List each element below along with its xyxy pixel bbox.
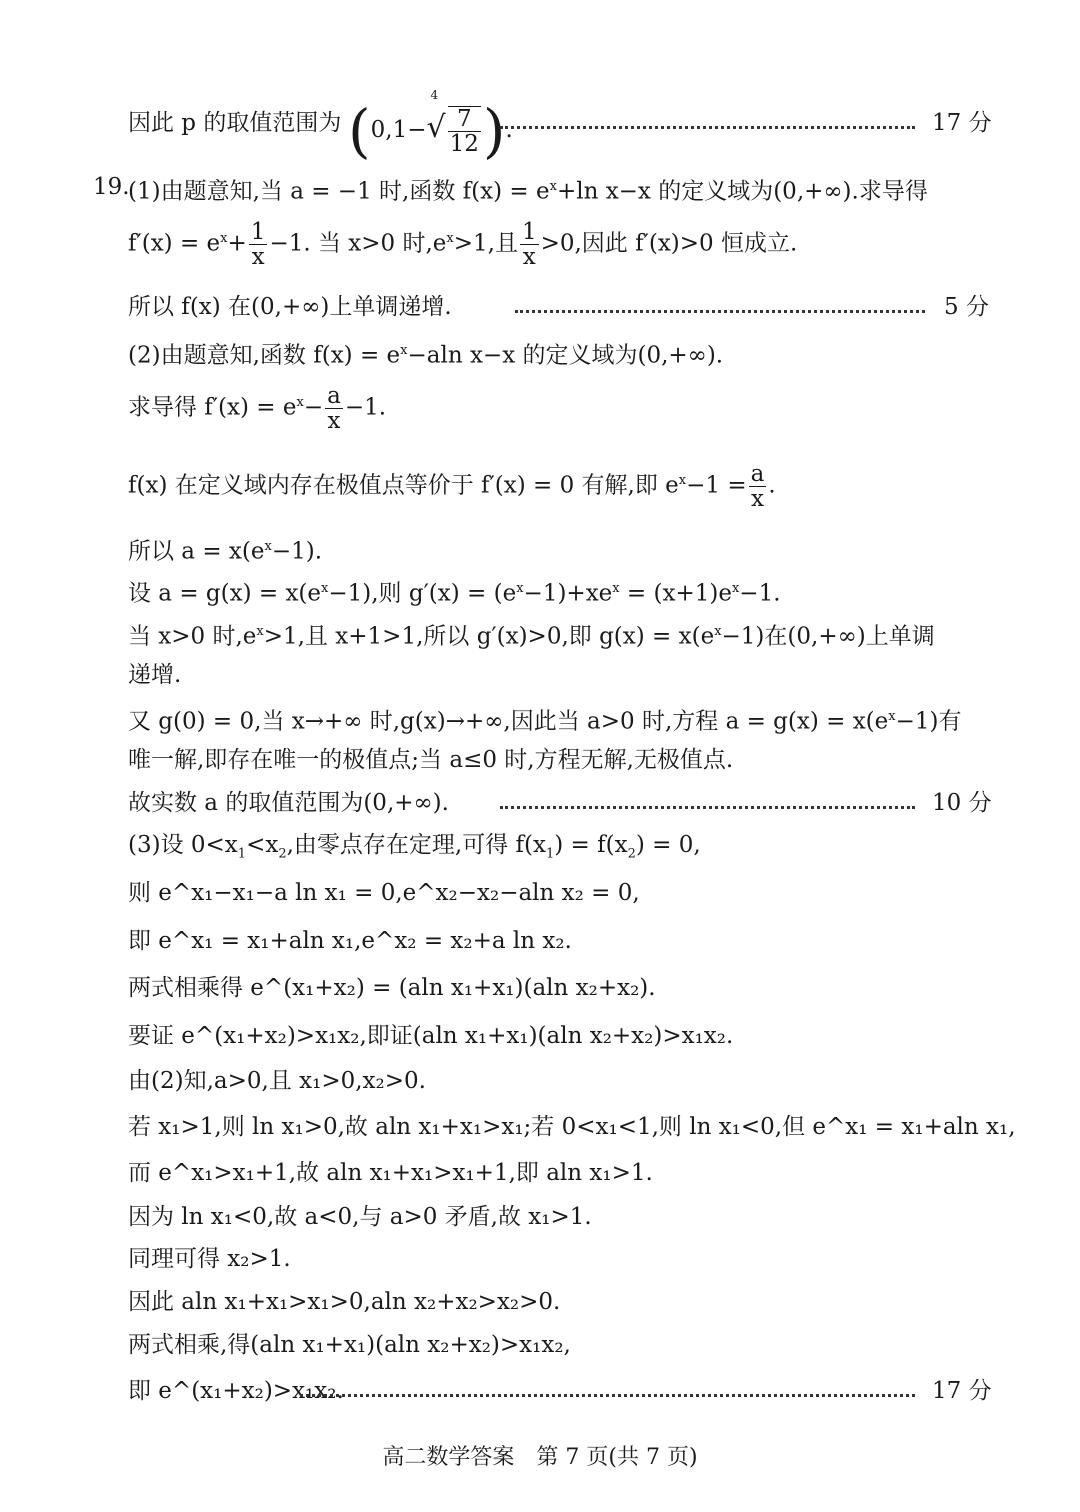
period: . [505,117,513,143]
page-footer: 高二数学答案 第 7 页(共 7 页) [382,1445,698,1470]
text-part1: (1)由题意知,当 a = −1 时,函数 $f(x) = e^x+\ln$ x−x 的定义域为(0,+∞).求导得 [128,178,928,205]
dot-leader [500,806,915,809]
dot-leader [300,1394,915,1397]
frac-num-7: 7 [448,107,481,132]
right-paren: ) [482,97,506,165]
text-range-p: 因此 p 的取值范围为 [128,110,342,136]
score-17-a: 17 分 [932,110,992,136]
score-17-b: 17 分 [932,1378,992,1404]
text-derivative-1: $f'(x) = e^x+$ $\frac{1}{x}$ −1. 当 x>0 时$,e^x>1$,且 $\frac{1}{x}$ >0,因此 f′(x)>0 恒成立. [128,219,798,270]
score-5: 5 分 [944,294,989,320]
fourth-root: 4 √ $\frac{7}{12}$ [427,106,483,156]
score-10: 10 分 [932,790,992,816]
dot-leader [500,126,915,129]
frac-den-12: 12 [449,131,479,157]
root-index: 4 [430,88,439,102]
dot-leader [515,310,925,313]
left-paren: ( [348,97,371,165]
text-part2: (2)由题意知,函数 $f(x) = e^x-aln$ x−x 的定义域为(0,+∞). [128,342,724,369]
interval-start: 0,1− [370,117,427,143]
interval-expression [348,88,513,165]
text-extreme: f(x) 在定义域内存在极值点等价于 f′(x) = 0 有解,即 $e^x-1$ = $\frac{a}{x}$ . [128,461,776,512]
text-monotonic: 所以 f(x) 在(0,+∞)上单调递增. [128,294,452,320]
text-derivative-2: 求导得 $f'(x) = e^x-$ $\frac{a}{x}$ −1. [128,383,387,434]
question-number: 19. [93,174,130,200]
